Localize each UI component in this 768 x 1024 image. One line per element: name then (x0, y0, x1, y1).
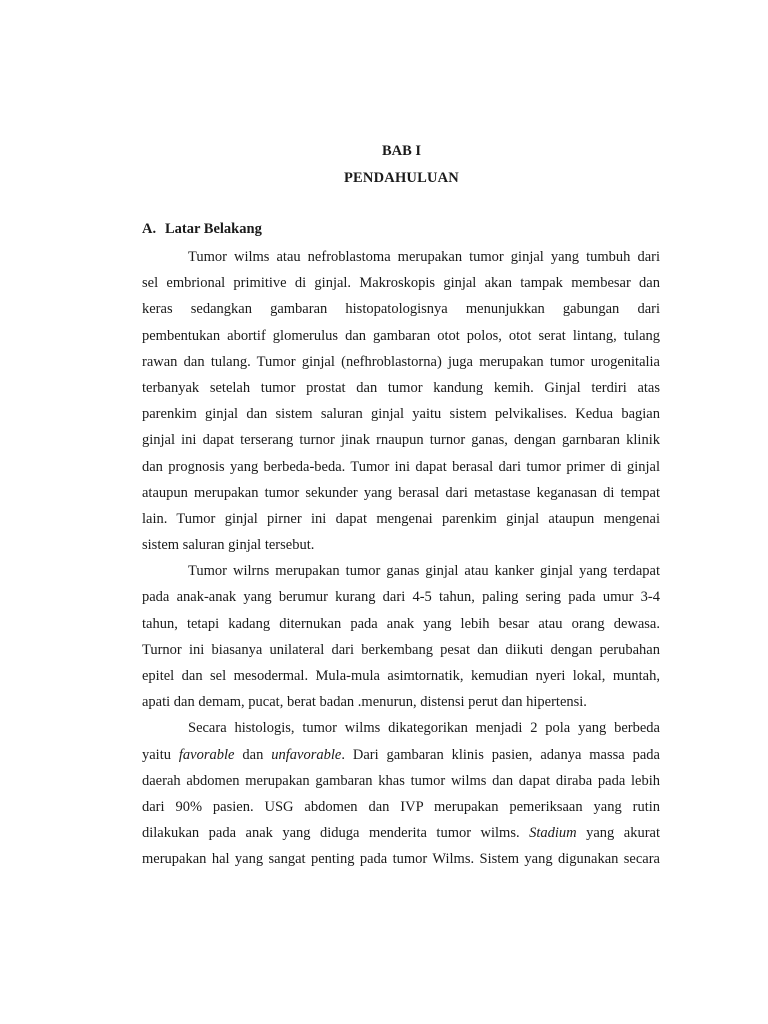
paragraph-line (142, 820, 660, 846)
paragraph-line: sel embrional primitive di ginjal. Makroskopis ginjal akan tampak membesar dan (142, 275, 660, 292)
paragraph-line: apati dan demam, pucat, berat badan .menurun, distensi perut dan hipertensi. (142, 694, 587, 711)
italic-term: unfavorable (271, 746, 342, 763)
text-run: dilakukan pada anak yang diduga menderita tumor wilms. (142, 825, 530, 842)
paragraph-line (142, 742, 660, 768)
paragraph-line: lain. Tumor ginjal pirner ini dapat mengenai parenkim ginjal ataupun mengenai (142, 510, 660, 527)
paragraph-line: sistem saluran ginjal tersebut. (142, 537, 315, 554)
chapter-title: PENDAHULUAN (344, 170, 459, 186)
paragraph-line: ginjal ini dapat terserang turnor jinak rnaupun turnor ganas, dengan garnbaran klinik (142, 432, 660, 449)
paragraph-line: Turnor ini biasanya unilateral dari berkembang pesat dan diikuti dengan perubahan (142, 641, 660, 658)
paragraph-line: ataupun merupakan tumor sekunder yang berasal dari metastase keganasan di tempat (142, 484, 660, 501)
paragraph-line: parenkim ginjal dan sistem saluran ginjal yaitu sistem pelvikalises. Kedua bagian (142, 406, 660, 423)
paragraph-line: dari 90% pasien. USG abdomen dan IVP merupakan pemeriksaan yang rutin (142, 798, 660, 815)
paragraph-line: dan prognosis yang berbeda-beda. Tumor ini dapat berasal dari tumor primer di ginjal (142, 458, 660, 475)
section-title: Latar Belakang (165, 221, 262, 237)
italic-term: favorable (178, 746, 235, 763)
chapter-number: BAB I (381, 143, 422, 159)
text-run: yaitu (142, 746, 179, 763)
section-heading (142, 221, 262, 238)
paragraph-line: pada anak-anak yang berumur kurang dari 4-5 tahun, paling sering pada umur 3-4 (142, 589, 660, 606)
paragraph-line: merupakan hal yang sangat penting pada tumor Wilms. Sistem yang digunakan secara (142, 851, 660, 868)
paragraph-line: daerah abdomen merupakan gambaran khas tumor wilms dan dapat diraba pada lebih (142, 772, 660, 789)
text-run: yang akurat (576, 825, 660, 842)
paragraph-line: epitel dan sel mesodermal. Mula-mula asimtornatik, kemudian nyeri lokal, muntah, (142, 668, 660, 684)
italic-term: Stadium (529, 825, 577, 842)
paragraph-line: keras sedangkan gambaran histopatologisnya menunjukkan gabungan dari (142, 301, 660, 318)
body-text (142, 244, 660, 873)
paragraph-line: Tumor wilms atau nefroblastoma merupakan tumor ginjal yang tumbuh dari (188, 249, 660, 265)
section-letter: A. (142, 221, 157, 237)
paragraph-line: tahun, tetapi kadang diternukan pada anak yang lebih besar atau orang dewasa. (142, 615, 660, 632)
text-run: dan (234, 746, 272, 763)
text-run: . Dari gambaran klinis pasien, adanya massa pada (341, 746, 660, 763)
paragraph-line: rawan dan tulang. Tumor ginjal (nefhroblastorna) juga merupakan tumor urogenitalia (142, 353, 660, 370)
paragraph-line: Secara histologis, tumor wilms dikategorikan menjadi 2 pola yang berbeda (188, 720, 660, 737)
paragraph-line: pembentukan abortif glomerulus dan gambaran otot polos, otot serat lintang, tulang (142, 327, 660, 344)
paragraph-line: Tumor wilrns merupakan tumor ganas ginjal atau kanker ginjal yang terdapat (188, 563, 660, 580)
paragraph-line: terbanyak setelah tumor prostat dan tumor kandung kemih. Ginjal terdiri atas (142, 379, 660, 396)
